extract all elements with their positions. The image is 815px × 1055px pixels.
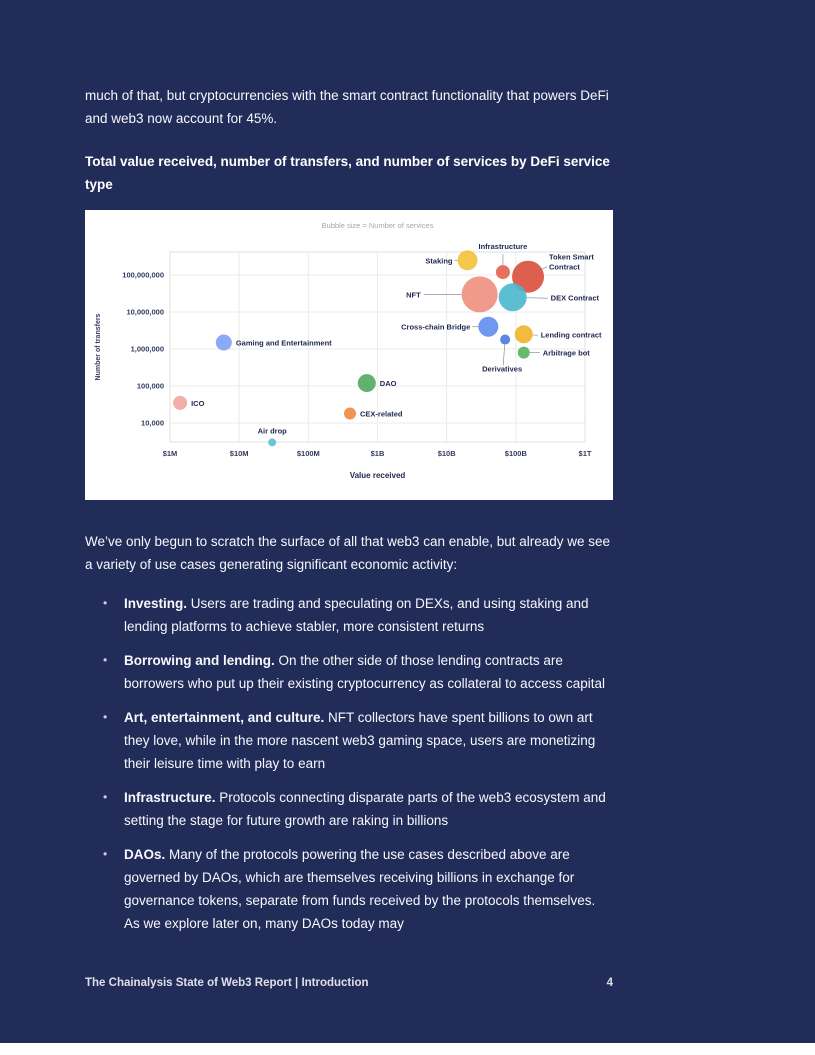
svg-text:Number of transfers: Number of transfers (95, 313, 102, 381)
list-item: • DAOs. Many of the protocols powering the use cases described above are governed by DAOs, which are themselves receiving billions in exchange for governance tokens, separate from funds received by the protocols themselves. As we explore later on, many DAOs today may (85, 843, 613, 935)
svg-text:$1T: $1T (578, 449, 592, 458)
content-column (85, 0, 613, 946)
svg-text:$10B: $10B (437, 449, 456, 458)
svg-text:$1B: $1B (370, 449, 385, 458)
bullet-list (85, 592, 613, 935)
bubble-chart (85, 210, 613, 500)
list-item-lead: DAOs. (124, 847, 166, 862)
list-item: • Infrastructure. Protocols connecting disparate parts of the web3 ecosystem and setting the stage for future growth are raking in billions (85, 786, 613, 832)
bubble-arbitrage-bot (518, 347, 530, 359)
bubble-cex-related (344, 408, 356, 420)
page-number: 4 (606, 977, 613, 989)
bubble-label: Infrastructure (478, 242, 528, 252)
bubble-air-drop (268, 438, 276, 446)
svg-text:$100B: $100B (504, 449, 527, 458)
bubble-infrastructure (496, 265, 510, 279)
bubble-label: Token Smart Contract (549, 252, 594, 272)
bubble-label: Staking (425, 256, 453, 266)
list-item: • Art, entertainment, and culture. NFT collectors have spent billions to own art they love, while in the more nascent web3 gaming space, users are monetizing their leisure time with play to earn (85, 706, 613, 775)
bubble-dao (358, 374, 376, 392)
bubble-derivatives (500, 335, 510, 345)
list-item: • Borrowing and lending. On the other side of those lending contracts are borrowers who put up their existing cryptocurrency as collateral to access capital (85, 649, 613, 695)
svg-text:$1M: $1M (162, 449, 178, 458)
svg-text:$10M: $10M (229, 449, 249, 458)
bubble-lending-contract (515, 325, 533, 343)
bubble-label: NFT (406, 290, 421, 300)
list-item-lead: Borrowing and lending. (124, 653, 275, 668)
svg-text:Bubble size = Number of servic: Bubble size = Number of services (321, 221, 434, 230)
chart-heading: Total value received, number of transfers, and number of services by DeFi service type (85, 154, 610, 192)
bubble-gaming-and-entertainment (216, 334, 232, 350)
svg-text:100,000: 100,000 (136, 381, 164, 391)
bubble-label: Lending contract (540, 330, 602, 340)
chart-panel (85, 210, 613, 500)
intro-paragraph: much of that, but cryptocurrencies with the smart contract functionality that powers DeFi and web3 now account for 45%. (85, 88, 609, 126)
list-item: • Investing. Users are trading and speculating on DEXs, and using staking and lending platforms to achieve stabler, more consistent returns (85, 592, 613, 638)
bubble-label: DEX Contract (550, 293, 600, 303)
svg-text:1,000,000: 1,000,000 (130, 344, 164, 354)
list-item-lead: Investing. (124, 596, 188, 611)
svg-text:$100M: $100M (296, 449, 320, 458)
bubble-label: Derivatives (482, 364, 523, 374)
bubble-dex-contract (499, 283, 527, 311)
bubble-label: DAO (379, 379, 397, 389)
svg-text:10,000: 10,000 (141, 418, 164, 428)
bubble-cross-chain-bridge (478, 317, 498, 337)
bubble-ico (173, 396, 187, 410)
bubble-label: Gaming and Entertainment (235, 338, 332, 348)
bubble-nft (462, 276, 498, 312)
bubble-staking (458, 250, 478, 270)
list-item-lead: Infrastructure. (124, 790, 216, 805)
list-item-lead: Art, entertainment, and culture. (124, 710, 325, 725)
page-footer (85, 977, 613, 989)
bottom-strip (0, 1043, 815, 1055)
lead-paragraph: We’ve only begun to scratch the surface of all that web3 can enable, but already we see a variety of use cases generating significant economic activity: (85, 534, 611, 572)
bubble-label: Arbitrage bot (542, 348, 590, 358)
svg-text:10,000,000: 10,000,000 (126, 307, 164, 317)
bubble-label: CEX-related (359, 409, 403, 419)
footer-title: The Chainalysis State of Web3 Report | Introduction (85, 977, 369, 989)
bubble-label: Cross-chain Bridge (401, 322, 471, 332)
bubble-label: Air drop (257, 426, 287, 436)
svg-text:100,000,000: 100,000,000 (122, 270, 164, 280)
svg-text:Value received: Value received (349, 471, 406, 480)
bubble-label: ICO (191, 398, 205, 408)
